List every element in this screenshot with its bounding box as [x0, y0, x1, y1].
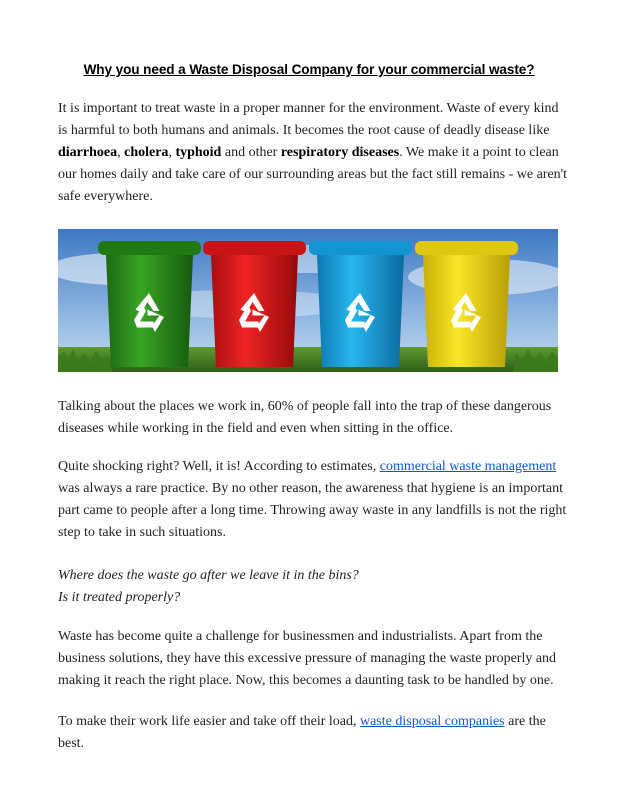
estimates-paragraph [58, 456, 568, 544]
estimates-text-end: was always a rare practice. By no other reason, the awareness that hygiene is an important part came to people after a long time. Throwing away waste in any landfills is not the right step to take in such situations. [58, 481, 567, 540]
estimates-text-start: Quite shocking right? Well, it is! According to estimates, [58, 459, 380, 474]
yellow-bin [415, 241, 518, 367]
separator: , [117, 145, 125, 160]
question-where-waste-goes: Where does the waste go after we leave it in the bins? [58, 568, 359, 583]
commercial-waste-management-link[interactable]: commercial waste management [379, 459, 557, 474]
statistics-paragraph: Talking about the places we work in, 60% of people fall into the trap of these dangerous diseases while working in the field and even when sitting in the office. [58, 399, 552, 436]
disease-respiratory: respiratory diseases [280, 145, 400, 160]
conclusion-text-start: To make their work life easier and take off their load, [58, 714, 360, 729]
red-bin [203, 241, 306, 367]
intro-paragraph [58, 98, 568, 208]
disease-typhoid: typhoid [175, 145, 222, 160]
intro-text-start: It is important to treat waste in a proper manner for the environment. Waste of every kind is harmful to both humans and animals. It becomes the root cause of deadly disease like [58, 101, 559, 138]
conclusion-text-end: are the best. [58, 714, 546, 751]
page-title: Why you need a Waste Disposal Company for your commercial waste? [83, 62, 535, 77]
intro-text-middle: and other [221, 145, 281, 160]
question-treated-properly: Is it treated properly? [58, 590, 181, 605]
questions-paragraph [58, 565, 568, 609]
green-bin [98, 241, 201, 367]
separator: , [168, 145, 176, 160]
disease-diarrhoea: diarrhoea [58, 145, 118, 160]
blue-bin [309, 241, 412, 367]
intro-text-end: . We make it a point to clean our homes daily and take care of our surrounding areas but the fact still remains - we aren't safe everywhere. [58, 145, 568, 204]
conclusion-paragraph [58, 711, 568, 755]
challenge-paragraph: Waste has become quite a challenge for businessmen and industrialists. Apart from the business solutions, they have this excessive pressure of managing the waste properly and making it reach the right place. Now, this becomes a daunting task to be handled by one. [58, 629, 557, 688]
disease-cholera: cholera [124, 145, 169, 160]
waste-disposal-companies-link[interactable]: waste disposal companies [359, 714, 505, 729]
recycling-bins-photo [58, 229, 558, 372]
